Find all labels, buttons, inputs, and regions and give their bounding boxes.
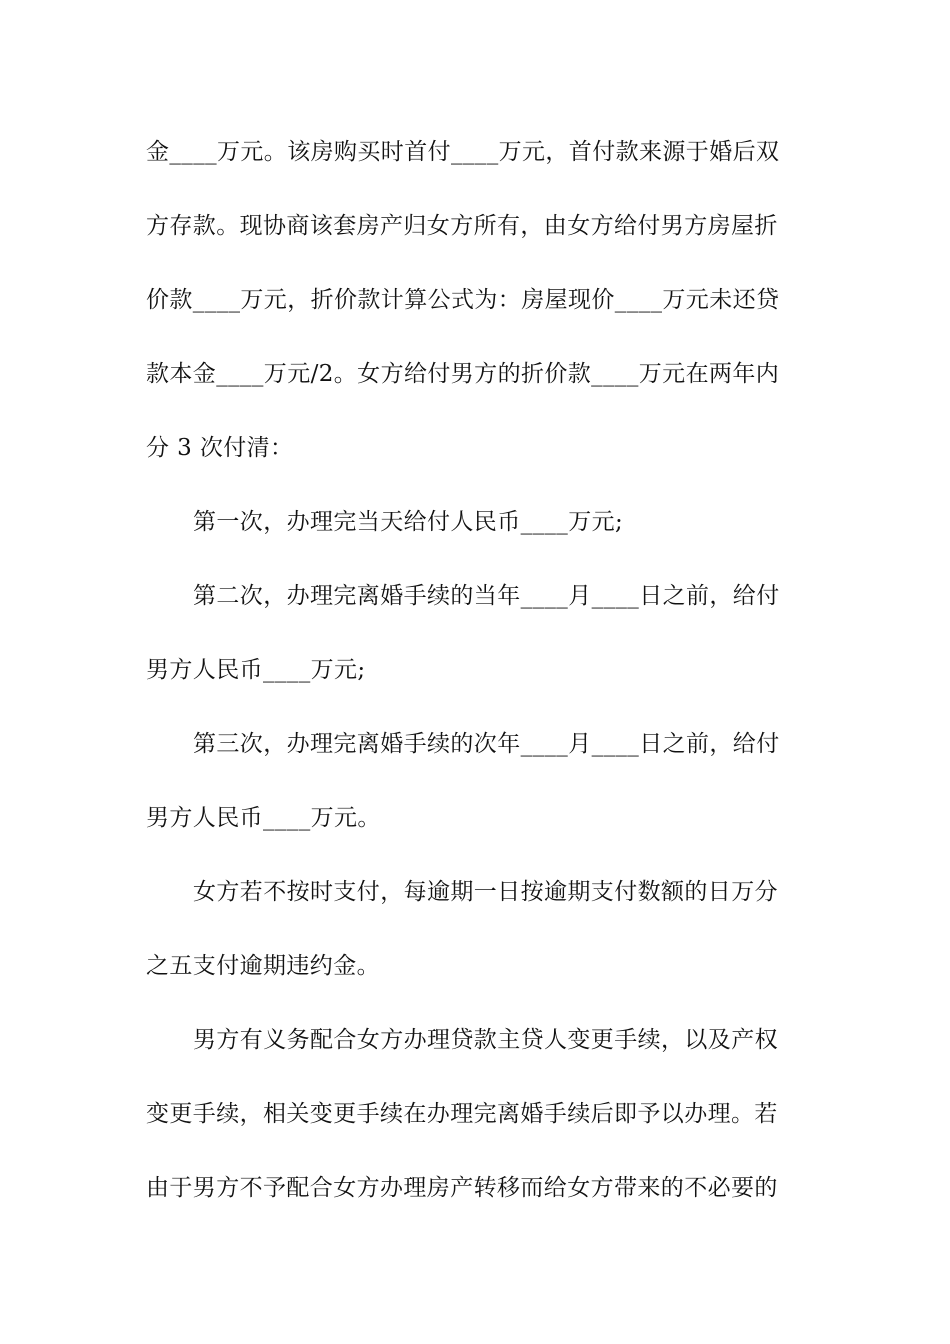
text-line: 分 3 次付清： xyxy=(146,435,294,461)
text-line: 方存款。现协商该套房产归女方所有，由女方给付男方房屋折 xyxy=(146,213,778,239)
text-line: 第一次，办理完当天给付人民币____万元; xyxy=(193,509,624,535)
text-line: 男方人民币____万元。 xyxy=(146,805,381,831)
text-line: 价款____万元，折价款计算公式为：房屋现价____万元未还贷 xyxy=(146,287,780,313)
text-line: 变更手续，相关变更手续在办理完离婚手续后即予以办理。若 xyxy=(146,1101,778,1127)
text-line: 第三次，办理完离婚手续的次年____月____日之前，给付 xyxy=(193,731,780,757)
text-line: 由于男方不予配合女方办理房产转移而给女方带来的不必要的 xyxy=(146,1175,778,1201)
text-line: 金____万元。该房购买时首付____万元，首付款来源于婚后双 xyxy=(146,139,780,165)
text-line: 男方有义务配合女方办理贷款主贷人变更手续，以及产权 xyxy=(193,1027,778,1053)
text-line: 第二次，办理完离婚手续的当年____月____日之前，给付 xyxy=(193,583,780,609)
text-line: 男方人民币____万元; xyxy=(146,657,366,683)
text-line: 女方若不按时支付，每逾期一日按逾期支付数额的日万分 xyxy=(193,879,778,905)
text-line: 款本金____万元/2。女方给付男方的折价款____万元在两年内 xyxy=(146,361,780,387)
text-line: 之五支付逾期违约金。 xyxy=(146,953,380,979)
